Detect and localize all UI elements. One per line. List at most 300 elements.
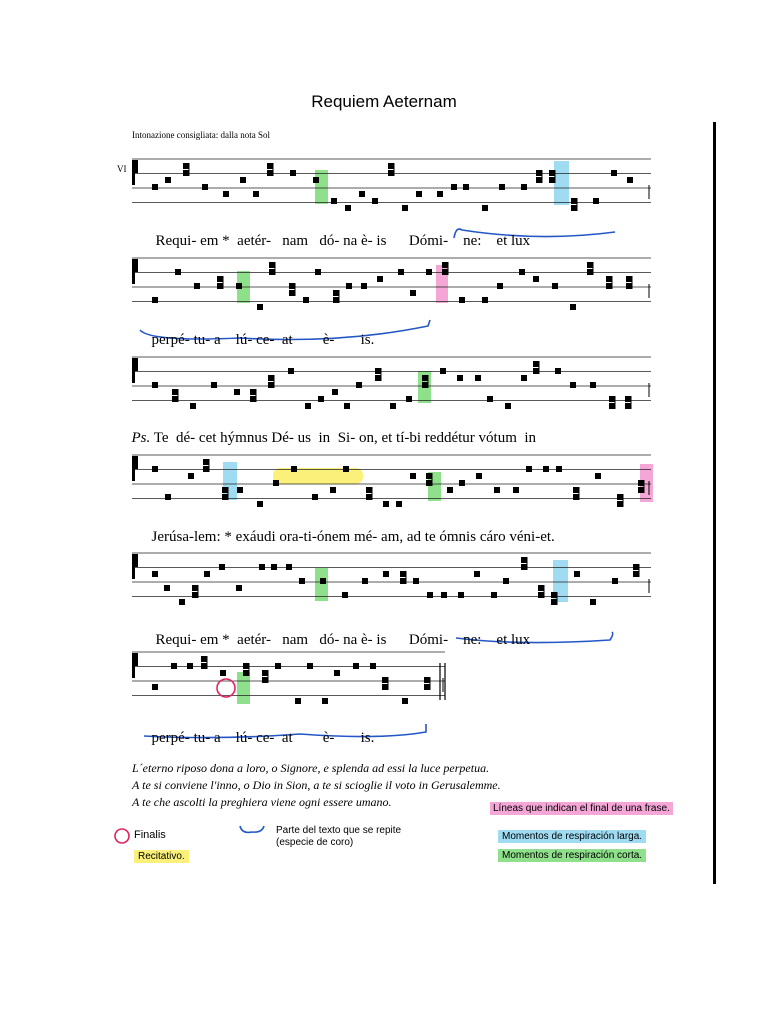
syllable: è- [322, 332, 335, 348]
syllable: et [496, 632, 508, 648]
syllable: Dómi- [408, 632, 449, 648]
neume [219, 564, 225, 570]
clef [132, 559, 135, 579]
syllable: na [343, 632, 358, 648]
syllable: in [524, 430, 537, 446]
neume [494, 487, 500, 493]
neume [626, 276, 632, 282]
neume [441, 592, 447, 598]
neume [617, 501, 623, 507]
neume [289, 290, 295, 296]
neume [633, 564, 639, 570]
clef [132, 363, 135, 383]
neume [356, 382, 362, 388]
neume [625, 396, 631, 402]
syllable: cet [198, 430, 217, 446]
neume [203, 459, 209, 465]
syllable: dó- [319, 632, 340, 648]
clef [132, 658, 135, 678]
syllable: reddétur [424, 430, 475, 446]
translation-line: A te si conviene l'inno, o Dio in Sion, a te si scioglie il voto in Gerusalemme. [132, 778, 501, 792]
syllable: lú- [235, 730, 253, 746]
syllable: è- [361, 632, 373, 648]
neume-group [152, 557, 649, 605]
syllable: Jerúsa- [151, 529, 194, 545]
neume [331, 198, 337, 204]
neume [152, 184, 158, 190]
neume [353, 663, 359, 669]
syllable: nam [282, 233, 309, 249]
neume [593, 198, 599, 204]
neume [606, 283, 612, 289]
neume [250, 389, 256, 395]
neume [250, 396, 256, 402]
neume [223, 191, 229, 197]
neume [222, 494, 228, 500]
neume [416, 191, 422, 197]
neume [305, 403, 311, 409]
neume [526, 466, 532, 472]
neume [571, 205, 577, 211]
neume [220, 670, 226, 676]
syllable: tí- [396, 430, 410, 446]
neume [183, 163, 189, 169]
neume [451, 184, 457, 190]
neume [152, 382, 158, 388]
neume [519, 269, 525, 275]
neume [538, 585, 544, 591]
neume [633, 571, 639, 577]
neume [275, 663, 281, 669]
syllable: in [318, 430, 331, 446]
neume [521, 557, 527, 563]
neume [611, 170, 617, 176]
neume [253, 191, 259, 197]
neume [626, 283, 632, 289]
neume [362, 578, 368, 584]
neume [179, 599, 185, 605]
neume [521, 564, 527, 570]
neume-group [152, 656, 443, 704]
translation-line: A te che ascolti la preghiera viene ogni essere umano. [132, 795, 392, 809]
neume [333, 290, 339, 296]
neume [268, 375, 274, 381]
neume [171, 663, 177, 669]
mode-label: VI [117, 164, 127, 174]
neume [482, 297, 488, 303]
neume [286, 564, 292, 570]
neume [375, 368, 381, 374]
neume [267, 163, 273, 169]
neume [267, 170, 273, 176]
page-title: Requiem Aeternam [311, 92, 457, 111]
lyrics-line-6 [144, 713, 374, 747]
syllable: Si- [337, 430, 356, 446]
syllable: ónem [316, 529, 351, 545]
syllable: ce- [256, 332, 275, 348]
neume [533, 276, 539, 282]
neume [424, 684, 430, 690]
syllable: perpé- [151, 332, 190, 348]
neume [487, 396, 493, 402]
neume [217, 283, 223, 289]
syllable: tu- [193, 730, 211, 746]
neume [165, 177, 171, 183]
syllable: ad [406, 529, 422, 545]
legend-long-breath [498, 831, 646, 842]
neume [458, 592, 464, 598]
neume [269, 262, 275, 268]
neume [257, 304, 263, 310]
neume [475, 375, 481, 381]
neume [236, 283, 242, 289]
neume [237, 487, 243, 493]
neume [333, 297, 339, 303]
legend-recitativo-label: Recitativo. [134, 850, 189, 863]
syllable: hýmnus [220, 430, 268, 446]
neume [551, 599, 557, 605]
neume [459, 480, 465, 486]
neume [370, 663, 376, 669]
neume [257, 501, 263, 507]
neume [491, 592, 497, 598]
neume [383, 571, 389, 577]
recitativo-marker [273, 468, 363, 484]
neume [243, 670, 249, 676]
neume [426, 480, 432, 486]
staff [132, 652, 445, 696]
short-breath-marker [237, 672, 250, 704]
neume [437, 191, 443, 197]
neume [268, 382, 274, 388]
legend-finalis: Finalis [134, 829, 166, 841]
syllable: et [381, 430, 393, 446]
neume [638, 480, 644, 486]
syllable: a [213, 332, 221, 348]
neume [590, 599, 596, 605]
lyrics-line-5 [148, 615, 530, 649]
neume [482, 205, 488, 211]
syllable: vótum [478, 430, 517, 446]
clef [132, 264, 135, 284]
neume [259, 564, 265, 570]
neume [573, 494, 579, 500]
syllable: at [281, 332, 293, 348]
staff [132, 357, 651, 401]
neume [366, 487, 372, 493]
neume [377, 276, 383, 282]
long-breath-marker [554, 161, 569, 205]
neume [288, 368, 294, 374]
neume [194, 283, 200, 289]
neume [440, 368, 446, 374]
neume [627, 177, 633, 183]
neume [388, 163, 394, 169]
neume [426, 473, 432, 479]
syllable: dó- [319, 233, 340, 249]
neume [625, 403, 631, 409]
neume [192, 585, 198, 591]
neume [152, 571, 158, 577]
neume [295, 698, 301, 704]
neume [388, 170, 394, 176]
neume [398, 269, 404, 275]
syllable: Dé- [271, 430, 294, 446]
neume [152, 466, 158, 472]
neume [606, 276, 612, 282]
neume [609, 403, 615, 409]
lyrics-line-3 [124, 413, 536, 447]
neume [424, 677, 430, 683]
neume [164, 585, 170, 591]
neume [342, 592, 348, 598]
neume [172, 396, 178, 402]
lyrics-line-1 [148, 216, 530, 250]
neume [211, 382, 217, 388]
neume [570, 382, 576, 388]
neume [476, 473, 482, 479]
intonation-note: Intonazione consigliata: dalla nota Sol [132, 130, 270, 140]
neume [204, 571, 210, 577]
neume [543, 466, 549, 472]
neume [322, 698, 328, 704]
neume [442, 269, 448, 275]
syllable: us [297, 430, 312, 446]
neume [402, 698, 408, 704]
neume [291, 466, 297, 472]
legend-short-breath [498, 850, 646, 861]
neume [413, 578, 419, 584]
legend-phrase-end-label: Líneas que indican el final de una frase. [490, 802, 673, 815]
neume [521, 375, 527, 381]
neume [609, 396, 615, 402]
neume [343, 466, 349, 472]
neume [536, 177, 542, 183]
short-breath-marker [315, 170, 328, 204]
syllable: Te [153, 430, 169, 446]
syllable: perpé- [151, 730, 190, 746]
syllable: at [281, 730, 293, 746]
lyrics-line-4 [144, 512, 555, 546]
neume [190, 403, 196, 409]
neume [400, 578, 406, 584]
neume [313, 177, 319, 183]
neume [243, 663, 249, 669]
neume [222, 487, 228, 493]
syllable: tu- [193, 332, 211, 348]
neume [617, 494, 623, 500]
neume [457, 375, 463, 381]
neume [345, 205, 351, 211]
neume [538, 592, 544, 598]
syllable: lux [511, 632, 531, 648]
neume [273, 480, 279, 486]
neume [400, 571, 406, 577]
neume [383, 501, 389, 507]
neume [513, 487, 519, 493]
neume [269, 269, 275, 275]
neume [359, 191, 365, 197]
neume [187, 663, 193, 669]
chorus-legend-icon [240, 826, 264, 832]
syllable: ne: [463, 632, 482, 648]
neume [201, 663, 207, 669]
neume [390, 403, 396, 409]
neume-group [152, 262, 649, 310]
syllable: is. [360, 730, 375, 746]
syllable: ce- [256, 730, 275, 746]
neume [203, 466, 209, 472]
neume [346, 283, 352, 289]
neume [422, 375, 428, 381]
neume [183, 170, 189, 176]
neume [299, 578, 305, 584]
neume [172, 389, 178, 395]
syllable: a [213, 730, 221, 746]
syllable: aetér- [237, 233, 271, 249]
legend-phrase-end [490, 803, 673, 814]
neume [551, 592, 557, 598]
syllable: is [376, 233, 387, 249]
neume [382, 684, 388, 690]
syllable: et [496, 233, 508, 249]
neume [240, 177, 246, 183]
legend-short-breath-label: Momentos de respiración corta. [498, 849, 646, 862]
neume [262, 677, 268, 683]
clef [132, 165, 135, 185]
neume [555, 368, 561, 374]
neume [571, 198, 577, 204]
neume [549, 170, 555, 176]
neume [375, 375, 381, 381]
syllable: em * [200, 632, 230, 648]
neume [372, 198, 378, 204]
neume [192, 592, 198, 598]
neume [361, 283, 367, 289]
syllable: lem: * [193, 529, 232, 545]
neume [307, 663, 313, 669]
neume [217, 276, 223, 282]
syllable: ti- [303, 529, 317, 545]
neume [638, 487, 644, 493]
neume [201, 656, 207, 662]
neume [334, 670, 340, 676]
neume [344, 403, 350, 409]
neume [202, 184, 208, 190]
syllable: ora- [279, 529, 304, 545]
neume [188, 473, 194, 479]
translation-line: L´eterno riposo dona a loro, o Signore, e splenda ad essi la luce perpetua. [132, 761, 490, 775]
syllable: aetér- [237, 632, 271, 648]
neume [552, 283, 558, 289]
neume [320, 578, 326, 584]
syllable: ómnis [439, 529, 477, 545]
neume-group [152, 361, 649, 409]
syllable: mé- [353, 529, 378, 545]
legend-recitativo [134, 851, 189, 862]
neume-group [152, 163, 649, 211]
neume [262, 670, 268, 676]
neume [505, 403, 511, 409]
neume [427, 592, 433, 598]
neume [497, 283, 503, 289]
neume [422, 382, 428, 388]
legend-chorus: Parte del texto que se repite (especie de coro) [276, 825, 402, 848]
neume [152, 684, 158, 690]
neume [549, 177, 555, 183]
neume [536, 170, 542, 176]
staff [132, 258, 651, 302]
syllable: is. [360, 332, 375, 348]
syllable: Requi- [155, 233, 197, 249]
syllable: te [424, 529, 436, 545]
neume [312, 494, 318, 500]
syllable: lux [511, 233, 531, 249]
neume [447, 487, 453, 493]
neume [612, 578, 618, 584]
neume [290, 170, 296, 176]
neume [271, 564, 277, 570]
neume [406, 396, 412, 402]
neume [410, 473, 416, 479]
neume [499, 184, 505, 190]
neume [521, 184, 527, 190]
syllable: is [376, 632, 387, 648]
syllable: et. [540, 529, 555, 545]
neume [442, 262, 448, 268]
syllable: cáro [479, 529, 506, 545]
syllable: véni- [509, 529, 541, 545]
neume [382, 677, 388, 683]
neume [236, 585, 242, 591]
neume [366, 494, 372, 500]
lyrics-line-2 [144, 315, 374, 349]
finalis-legend-icon [115, 829, 129, 843]
syllable: è- [322, 730, 335, 746]
psalm-label: Ps. [131, 430, 151, 446]
neume [570, 304, 576, 310]
syllable: am, [381, 529, 404, 545]
neume [474, 571, 480, 577]
neume [402, 205, 408, 211]
neume [315, 269, 321, 275]
syllable: na [343, 233, 358, 249]
neume [556, 466, 562, 472]
syllable: dé- [176, 430, 196, 446]
neume [595, 473, 601, 479]
neume [463, 184, 469, 190]
syllable: Requi- [155, 632, 197, 648]
neume [396, 501, 402, 507]
legend-long-breath-label: Momentos de respiración larga. [498, 830, 646, 843]
neume [318, 396, 324, 402]
syllable: lú- [235, 332, 253, 348]
syllable: è- [361, 233, 373, 249]
neume [234, 389, 240, 395]
neume [459, 297, 465, 303]
neume [533, 361, 539, 367]
finalis-circle [217, 679, 235, 697]
neume [303, 297, 309, 303]
neume [165, 494, 171, 500]
neume [152, 297, 158, 303]
syllable: bi [409, 430, 422, 446]
syllable: on, [358, 430, 378, 446]
syllable: em * [200, 233, 230, 249]
neume [590, 382, 596, 388]
syllable: ne: [463, 233, 482, 249]
syllable: exáudi [235, 529, 276, 545]
